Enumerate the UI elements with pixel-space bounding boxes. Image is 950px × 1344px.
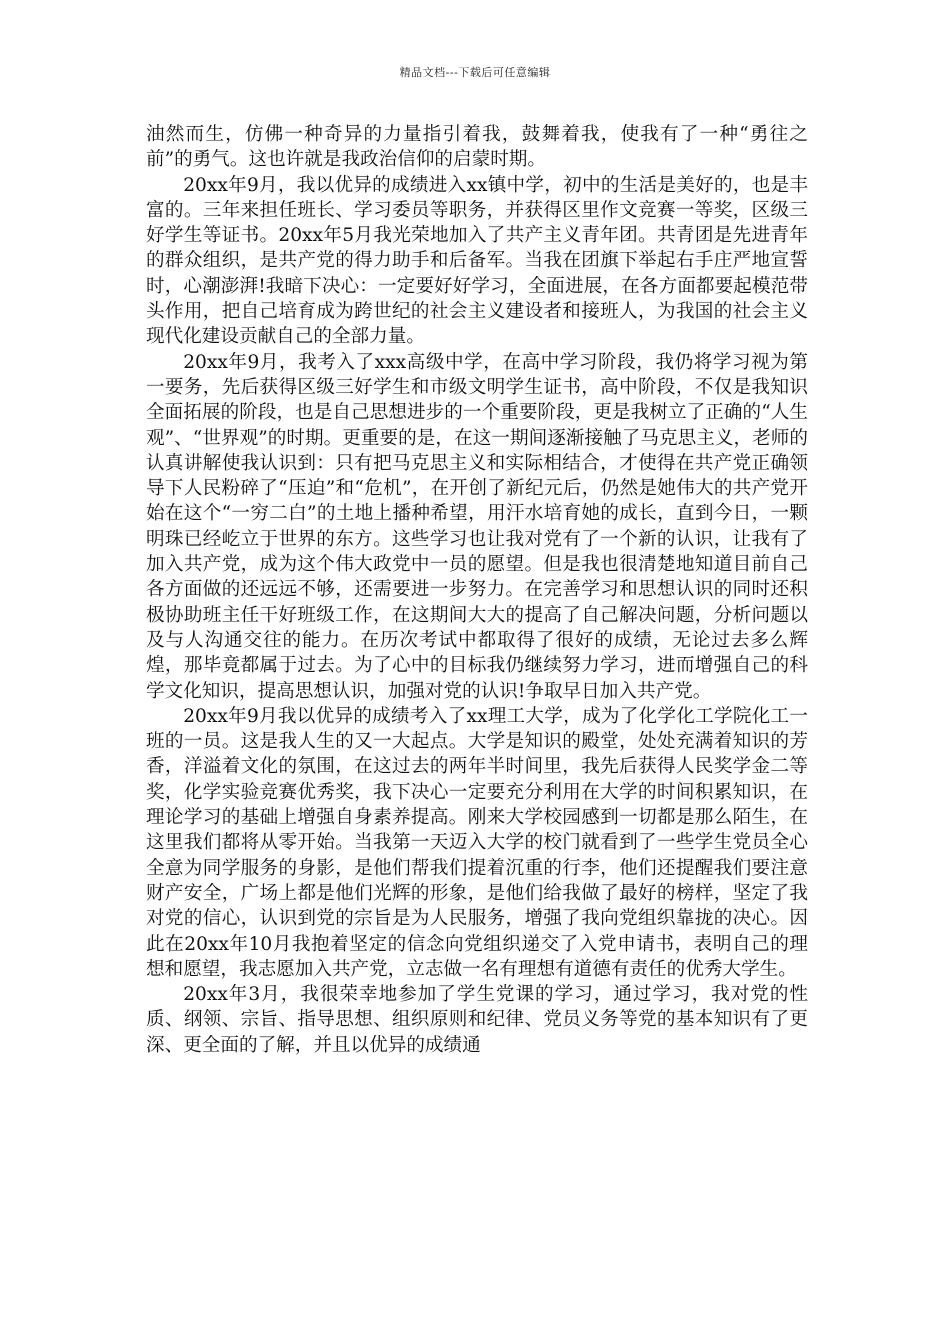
paragraph-party-course: 20xx年3月，我很荣幸地参加了学生党课的学习，通过学习，我对党的性质、纲领、宗旨、指导思想、组织原则和纪律、党员义务等党的基本知识有了更深、更全面的了解，并且以优异的成绩通 <box>146 984 808 1056</box>
page-header: 精品文档---下载后可任意编辑 <box>399 66 551 79</box>
paragraph-university: 20xx年9月我以优异的成绩考入了xx理工大学，成为了化学化工学院化工一班的一员。这是我人生的又一大起点。大学是知识的殿堂，处处充满着知识的芳香，洋溢着文化的氛围，在这过去的两年半时间里，我先后获得人民奖学金二等奖，化学实验竞赛优秀奖，我下决心一定要充分利用在大学的时间积累知识，在理论学习的基础上增强自身素养提高。刚来大学校园感到一切都是那么陌生，在这里我们都将从零开始。当我第一天迈入大学的校门就看到了一些学生党员全心全意为同学服务的身影，是他们帮我们提着沉重的行李，他们还提醒我们要注意财产安全，广场上都是他们光辉的形象，是他们给我做了最好的榜样，坚定了我对党的信心，认识到党的宗旨是为人民服务，增强了我向党组织靠拢的决心。因此在20xx年10月我抱着坚定的信念向党组织递交了入党申请书，表明自己的理想和愿望，我志愿加入共产党，立志做一名有理想有道德有责任的优秀大学生。 <box>146 705 808 980</box>
paragraph-high-school: 20xx年9月，我考入了xxx高级中学，在高中学习阶段，我仍将学习视为第一要务，先后获得区级三好学生和市级文明学生证书，高中阶段，不仅是我知识全面拓展的阶段，也是自己思想进步的一个重要阶段，更是我树立了正确的“人生观”、“世界观”的时期。更重要的是，在这一期间逐渐接触了马克思主义，老师的认真讲解使我认识到：只有把马克思主义和实际相结合，才使得在共产党正确领导下人民粉碎了“压迫”和“危机”，在开创了新纪元后，仍然是她伟大的共产党开始在这个“一穷二白”的土地上播种希望，用汗水培育她的成长，直到今日，一颗明珠已经屹立于世界的东方。这些学习也让我对党有了一个新的认识，让我有了加入共产党，成为这个伟大政党中一员的愿望。但是我也很清楚地知道目前自己各方面做的还远远不够，还需要进一步努力。在完善学习和思想认识的同时还积极协助班主任干好班级工作，在这期间大大的提高了自己解决问题，分析问题以及与人沟通交往的能力。在历次考试中都取得了很好的成绩，无论过去多么辉煌，那毕竟都属于过去。为了心中的目标我仍继续努力学习，进而增强自己的科学文化知识，提高思想认识，加强对党的认识!争取早日加入共产党。 <box>146 351 808 702</box>
paragraph-middle-school: 20xx年9月，我以优异的成绩进入xx镇中学，初中的生活是美好的，也是丰富的。三年来担任班长、学习委员等职务，并获得区里作文竞赛一等奖，区级三好学生等证书。20xx年5月我光荣地加入了共产主义青年团。共青团是先进青年的群众组织，是共产党的得力助手和后备军。当我在团旗下举起右手庄严地宣誓时，心潮澎湃!我暗下决心：一定要好好学习，全面进展，在各方面都要起模范带头作用，把自己培育成为跨世纪的社会主义建设者和接班人，为我国的社会主义现代化建设贡献自己的全部力量。 <box>146 174 808 348</box>
document-body <box>146 122 808 1058</box>
paragraph-continuation: 油然而生，仿佛一种奇异的力量指引着我，鼓舞着我，使我有了一种“勇往之前”的勇气。这也许就是我政治信仰的启蒙时期。 <box>146 124 808 171</box>
